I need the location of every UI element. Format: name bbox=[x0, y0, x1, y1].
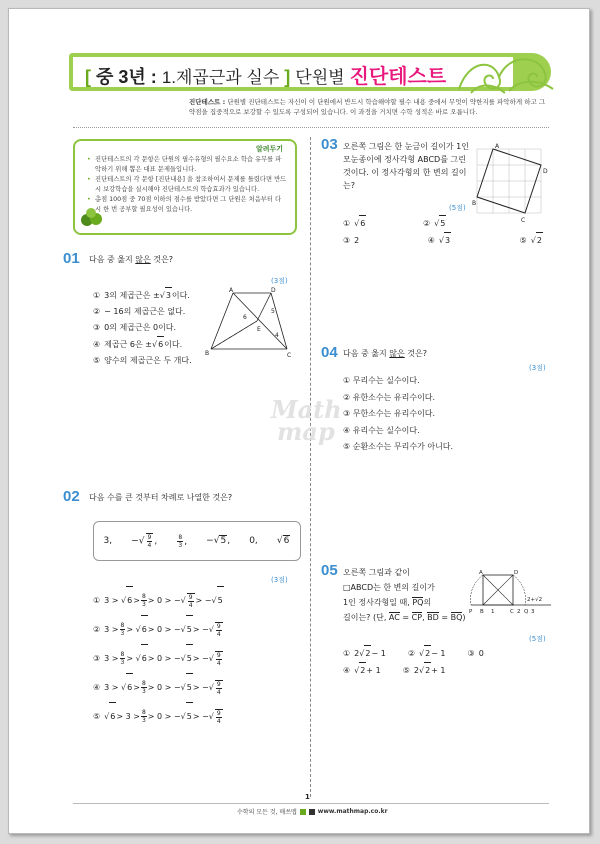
column-divider bbox=[310, 137, 311, 797]
footer-divider bbox=[73, 803, 549, 804]
option-3[interactable]: ③ 3 > $\frac{8}{3}$ > √ 6 > 0 > −√ 5 > −√ $\frac{9}{4}$ bbox=[93, 644, 224, 673]
label-3: 3 bbox=[531, 609, 535, 615]
header-divider bbox=[73, 127, 549, 128]
option-1[interactable]: ① √ 6 bbox=[343, 215, 366, 232]
worksheet-page bbox=[8, 8, 590, 834]
label-pt: 2+√2 bbox=[527, 597, 543, 603]
points-label: (3점) bbox=[271, 277, 288, 285]
question-number: 01 bbox=[63, 250, 80, 267]
option-5[interactable]: ⑤ 양수의 제곱근은 두 개다. bbox=[93, 356, 192, 365]
notice-item: • 진단테스트의 각 문항은 단원의 필수유형의 필수요소 학습 유무를 파악하기 위해 뽑은 대표 문제들입니다. bbox=[95, 155, 287, 174]
notice-item: • 진단테스트의 각 문항 [진단내용] 을 참조하여서 문제를 틀렸다면 반드시 보강학습을 실시해야 진단테스트의 학습효과가 있습니다. bbox=[95, 175, 287, 194]
option-2[interactable]: ② √ 2 − 1 bbox=[408, 645, 446, 662]
label-d: D bbox=[514, 570, 519, 576]
label-4: 4 bbox=[275, 332, 279, 339]
mathmap-watermark: Math map bbox=[271, 395, 342, 446]
option-4[interactable]: ④ 유리수는 실수이다. bbox=[343, 425, 420, 435]
page-number: 1 bbox=[305, 793, 310, 801]
notice-title: 알려두기 bbox=[255, 145, 283, 153]
cloud-ornament-icon bbox=[449, 49, 559, 99]
leaf-balls-icon bbox=[79, 207, 103, 227]
question-text: 다음 중 옳지 않은 것은? bbox=[89, 255, 173, 264]
question-number: 03 bbox=[321, 136, 338, 153]
question-number: 04 bbox=[321, 344, 338, 361]
label-5: 5 bbox=[271, 308, 275, 315]
label-1: 1 bbox=[491, 609, 495, 615]
label-a: A bbox=[495, 143, 500, 150]
option-4[interactable]: ④ √ 3 bbox=[428, 232, 451, 249]
options-list bbox=[343, 373, 453, 456]
label-2: 2 bbox=[517, 609, 521, 615]
points-label: (5점) bbox=[449, 204, 466, 212]
option-3[interactable]: ③ 2 bbox=[343, 235, 360, 245]
option-2[interactable]: ② √ 5 bbox=[423, 215, 446, 232]
numbers-box: 3, −√ $\frac{9}{4}$ , $\frac{8}{3}$ , −√5, 0, √6 bbox=[93, 521, 301, 561]
trapezoid-figure bbox=[205, 285, 297, 361]
green-square-icon bbox=[300, 809, 306, 815]
option-5[interactable]: ⑤ 2 √ 2 + 1 bbox=[403, 662, 446, 679]
label-c: C bbox=[521, 217, 526, 223]
question-text: 오른쪽 그림은 한 눈금이 길이가 1인 모눈종이에 정사각형 ABCD를 그린 것이다. 이 정사각형의 한 변의 길이는? bbox=[343, 142, 469, 190]
option-1[interactable]: ① 2 √ 2 − 1 bbox=[343, 645, 386, 662]
question-number: 05 bbox=[321, 562, 338, 579]
label-d: D bbox=[271, 287, 276, 294]
points-label: (3점) bbox=[271, 576, 288, 584]
number-line-figure bbox=[469, 567, 553, 617]
footer: 수학의 모든 것, 매쓰맵 www.mathmap.co.kr bbox=[237, 808, 388, 816]
page-title: [ 중 3년 : 1.제곱근과 실수 ] 단원별 진단테스트 bbox=[85, 66, 447, 88]
option-5[interactable]: ⑤ 순환소수는 무리수가 아니다. bbox=[343, 442, 454, 451]
notice-box bbox=[73, 139, 297, 235]
grid-square-figure bbox=[471, 143, 553, 223]
options-list bbox=[93, 287, 192, 369]
label-e: E bbox=[257, 326, 261, 333]
option-4[interactable]: ④ 3 > √ 6 > $\frac{8}{3}$ > 0 > −√ 5 > −√ $\frac{9}{4}$ bbox=[93, 673, 224, 702]
option-5[interactable]: ⑤ √ 2 bbox=[520, 232, 543, 249]
option-2[interactable]: ② 유한소수는 유리수이다. bbox=[343, 392, 436, 402]
label-b: B bbox=[480, 609, 484, 615]
option-4[interactable]: ④ √ 2 + 1 bbox=[343, 662, 381, 679]
option-5[interactable]: ⑤ √ 6 > 3 > $\frac{8}{3}$ > 0 > −√ 5 > −√ $\frac{9}{4}$ bbox=[93, 702, 224, 731]
label-b: B bbox=[472, 200, 477, 207]
label-b: B bbox=[205, 350, 210, 357]
label-p: P bbox=[469, 609, 473, 615]
question-number: 02 bbox=[63, 488, 80, 505]
option-3[interactable]: ③ 0 bbox=[467, 648, 484, 658]
label-a: A bbox=[479, 570, 483, 576]
footer-url[interactable]: www.mathmap.co.kr bbox=[317, 808, 388, 815]
question-text: 다음 수를 큰 것부터 차례로 나열한 것은? bbox=[89, 493, 233, 502]
option-1[interactable]: ① 3 > √ 6 > $\frac{8}{3}$ > 0 > −√ $\frac{9}{4}$ > −√ 5 bbox=[93, 586, 224, 615]
question-text: 다음 중 옳지 않은 것은? bbox=[343, 349, 427, 358]
option-1[interactable]: ① 무리수는 실수이다. bbox=[343, 376, 420, 385]
label-a: A bbox=[229, 287, 234, 294]
option-2[interactable]: ② 3 > $\frac{8}{3}$ > √ 6 > 0 > −√ 5 > −√ $\frac{9}{4}$ bbox=[93, 615, 224, 644]
option-3[interactable]: ③ 0의 제곱근은 0이다. bbox=[93, 323, 177, 332]
intro-text: 진단테스트 : 단원별 진단테스트는 자신이 이 단원에서 반드시 학습해야할 필수 내용 중에서 무엇이 약한지를 파악하게 하고 그 약점을 집중적으로 보강할 수 있도록 구성되어 있습니다. 이 과정을 거치면 수학 성적은 바로 오릅니다. bbox=[189, 98, 546, 116]
dark-square-icon bbox=[309, 809, 315, 815]
option-2[interactable]: ② − 16의 제곱근은 없다. bbox=[93, 307, 186, 316]
option-3[interactable]: ③ 무한소수는 유리수이다. bbox=[343, 409, 436, 418]
question-text: 오른쪽 그림과 같이 □ABCD는 한 변의 길이가 1인 정사각형일 때, PQ의 길이는? (단, AC = CP, BD = BQ) bbox=[343, 568, 466, 622]
options-list bbox=[93, 586, 224, 731]
label-c: C bbox=[287, 352, 292, 359]
option-4[interactable]: ④ 제곱근 6은 ± √ 6 이다. bbox=[93, 336, 192, 353]
notice-item: • 총점 100점 중 70점 이하의 점수를 받았다면 그 단원은 처음부터 다시 한 번 공부할 필요성이 있습니다. bbox=[95, 195, 287, 214]
label-q: Q bbox=[524, 609, 529, 615]
points-label: (5점) bbox=[529, 635, 546, 643]
label-6: 6 bbox=[243, 314, 247, 321]
points-label: (3점) bbox=[529, 364, 546, 372]
options-list bbox=[343, 215, 543, 249]
options-list bbox=[343, 645, 523, 679]
label-c: C bbox=[510, 609, 514, 615]
label-d: D bbox=[543, 168, 548, 175]
option-1[interactable]: ① 3의 제곱근은 ± √ 3 이다. bbox=[93, 287, 192, 304]
